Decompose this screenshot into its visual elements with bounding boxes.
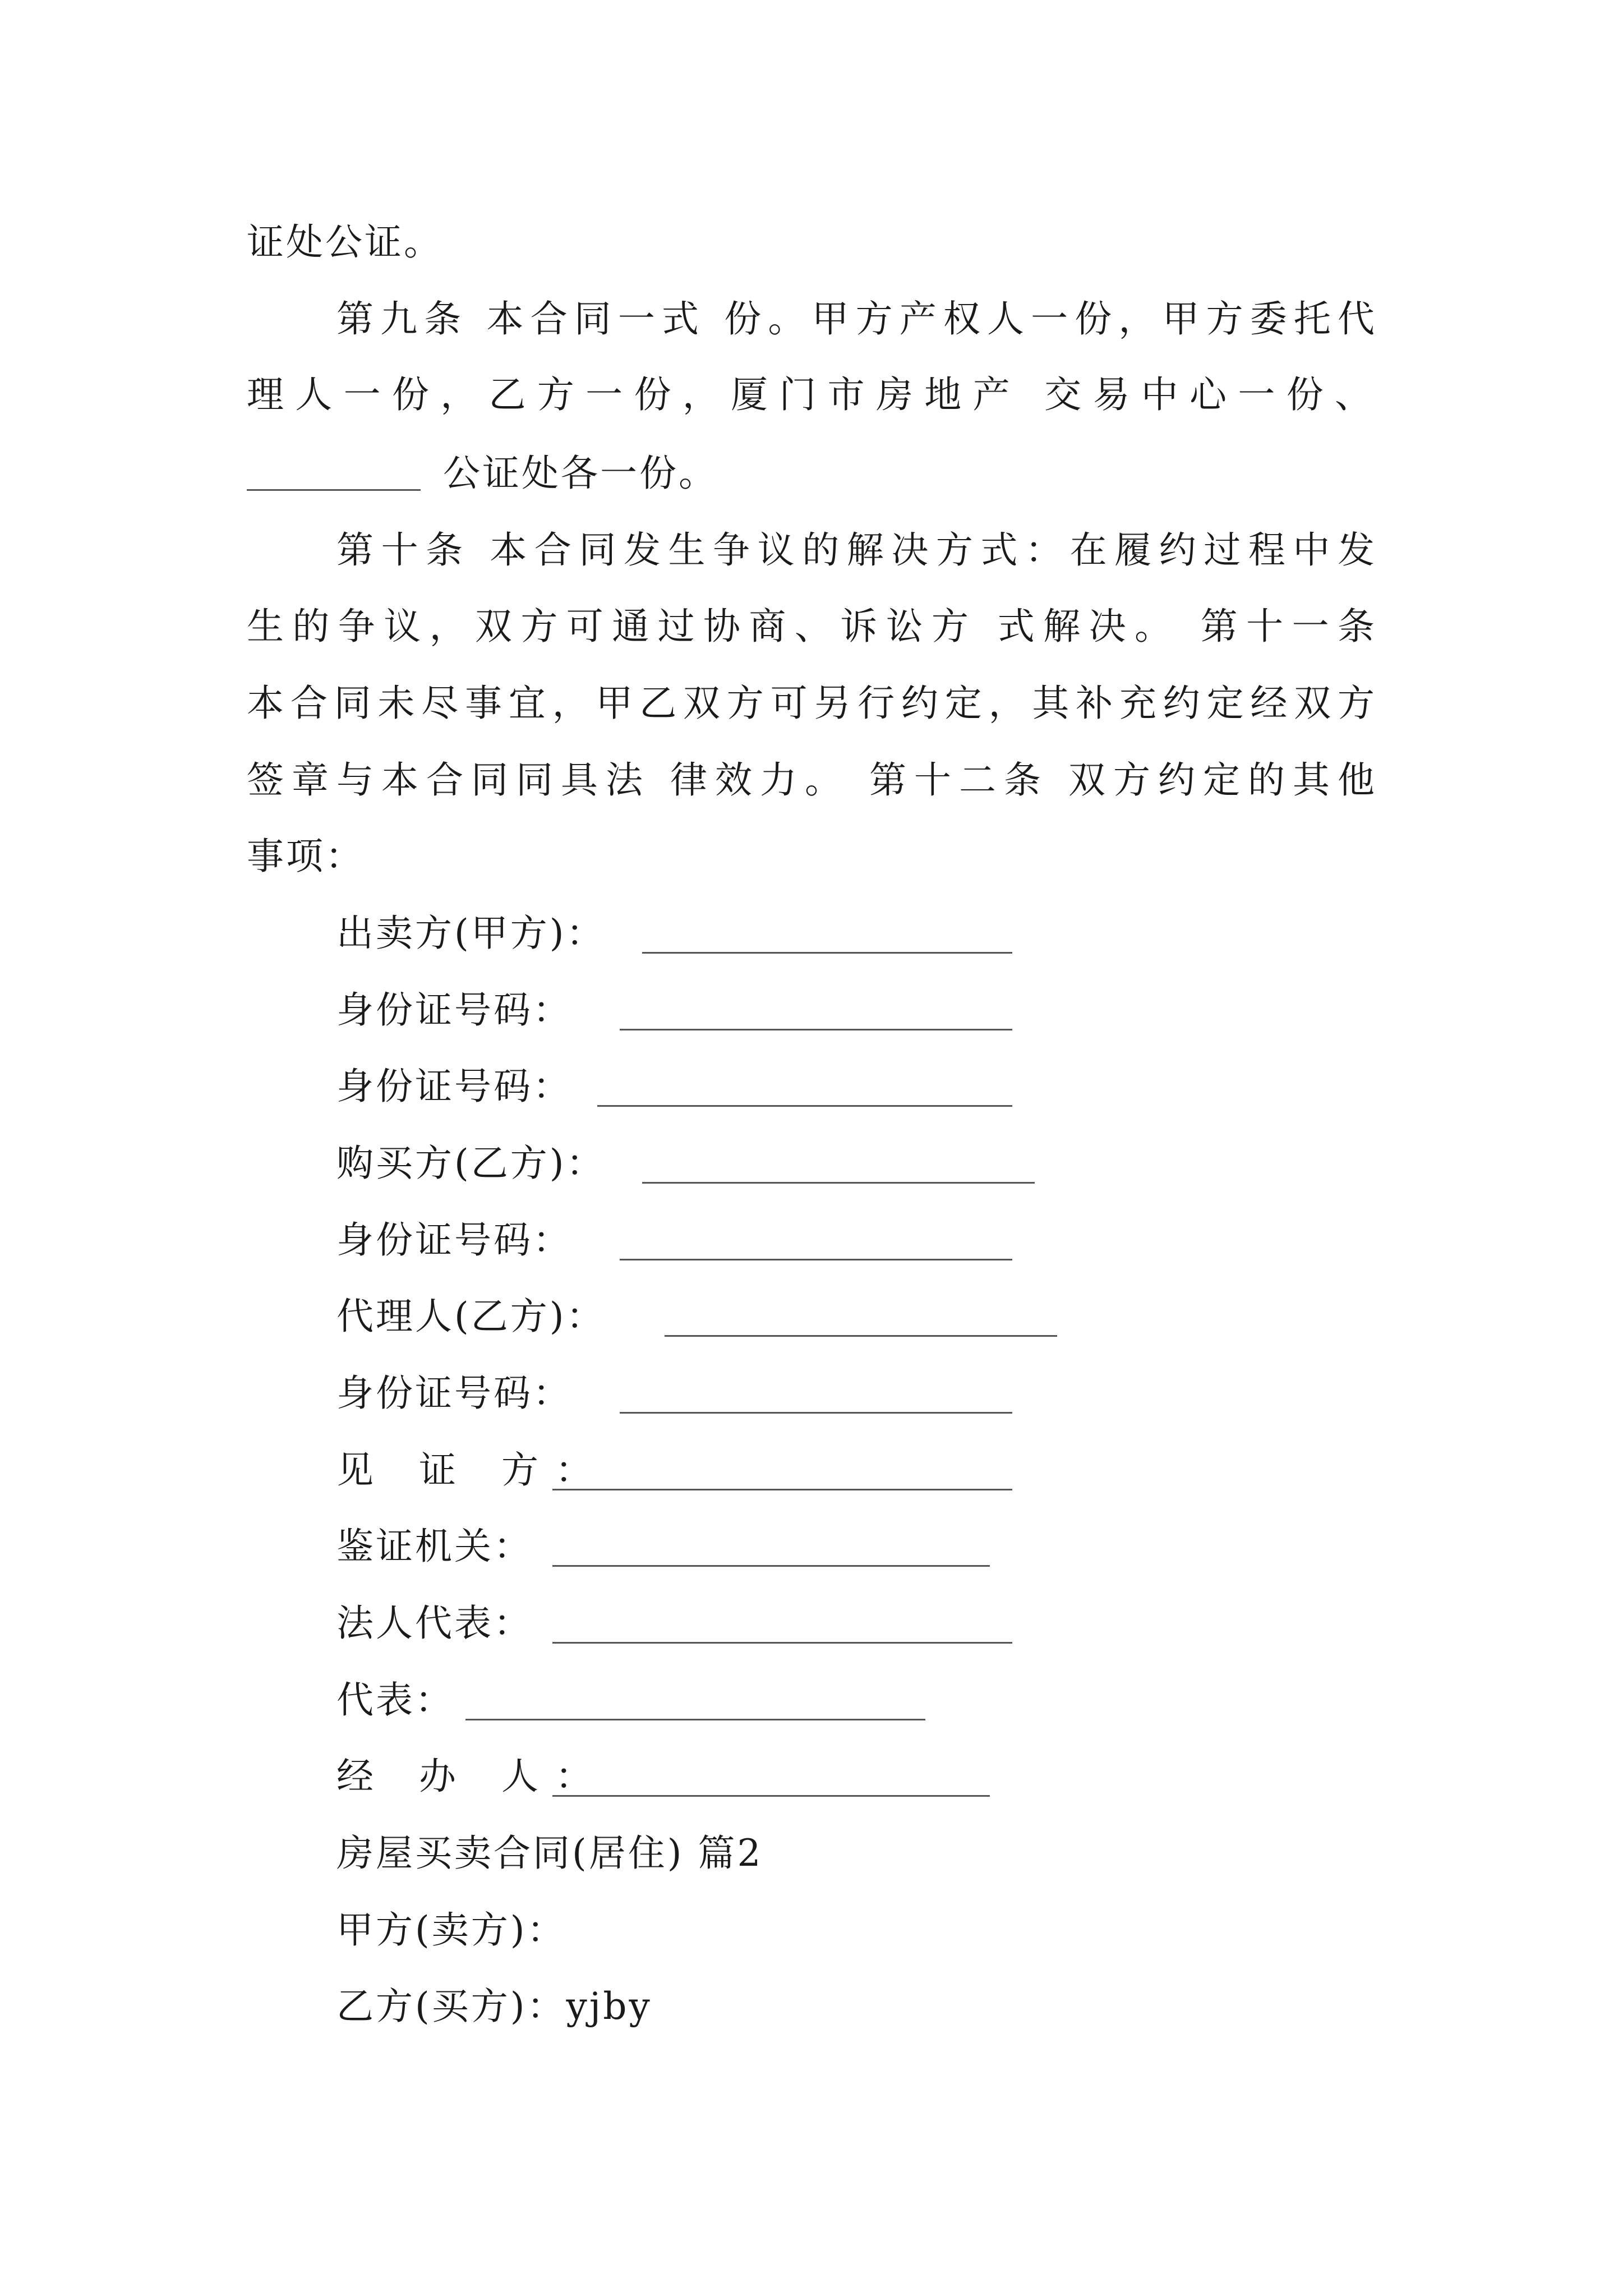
article-9-line-3: 公证处各一份。: [443, 452, 718, 495]
article-10-line-3: 本合同未尽事宜，甲乙双方可另行约定，其补充约定经双方: [247, 682, 1377, 725]
id-number-blank-line: [620, 1412, 1012, 1414]
party-a-seller: 甲方(卖方)：: [336, 1908, 566, 1952]
legal-representative-label: 法人代表：: [336, 1602, 533, 1645]
id-number-label: 身份证号码：: [336, 1065, 572, 1108]
id-number-blank-line: [620, 1259, 1012, 1260]
authentication-authority-label: 鉴证机关：: [336, 1525, 533, 1568]
representative-label: 代表：: [336, 1678, 454, 1722]
id-number-label: 身份证号码：: [336, 1218, 572, 1262]
id-number-label: 身份证号码：: [336, 988, 572, 1032]
legal-representative-blank-line: [552, 1642, 1012, 1644]
article-10-line-4: 签章与本合同同具法 律效力。 第十二条 双方约定的其他: [247, 758, 1377, 802]
paragraph-continuation: 证处公证。: [247, 220, 443, 264]
seller-label: 出卖方(甲方)：: [336, 912, 606, 955]
handler-blank-line: [552, 1795, 990, 1797]
representative-blank-line: [465, 1719, 925, 1720]
article-10-line-1: 第十条 本合同发生争议的解决方式：在履约过程中发: [336, 528, 1377, 572]
article-10-line-2: 生的争议，双方可通过协商、诉讼方 式解决。 第十一条: [247, 605, 1377, 648]
article-9-line-1: 第九条 本合同一式 份。甲方产权人一份，甲方委托代: [336, 297, 1377, 341]
copies-blank-line: [247, 489, 421, 491]
party-b-buyer: 乙方(买方)：yjby: [336, 1985, 652, 2028]
witness-label: 见 证 方：: [336, 1448, 609, 1492]
handler-label: 经 办 人：: [336, 1755, 609, 1798]
section-title: 房屋买卖合同(居住) 篇2: [336, 1832, 763, 1875]
id-number-blank-line: [620, 1029, 1012, 1030]
witness-blank-line: [552, 1489, 1012, 1490]
authentication-authority-blank-line: [552, 1565, 990, 1567]
id-number-label: 身份证号码：: [336, 1372, 572, 1415]
buyer-label: 购买方(乙方)：: [336, 1142, 606, 1185]
article-10-line-5: 事项：: [247, 835, 365, 878]
agent-label: 代理人(乙方)：: [336, 1295, 606, 1338]
seller-blank-line: [642, 952, 1012, 954]
article-9-line-2: 理人一份，乙方一份，厦门市房地产 交易中心一份、: [247, 373, 1374, 416]
id-number-blank-line: [597, 1105, 1012, 1107]
agent-blank-line: [665, 1335, 1057, 1337]
buyer-blank-line: [642, 1182, 1035, 1184]
